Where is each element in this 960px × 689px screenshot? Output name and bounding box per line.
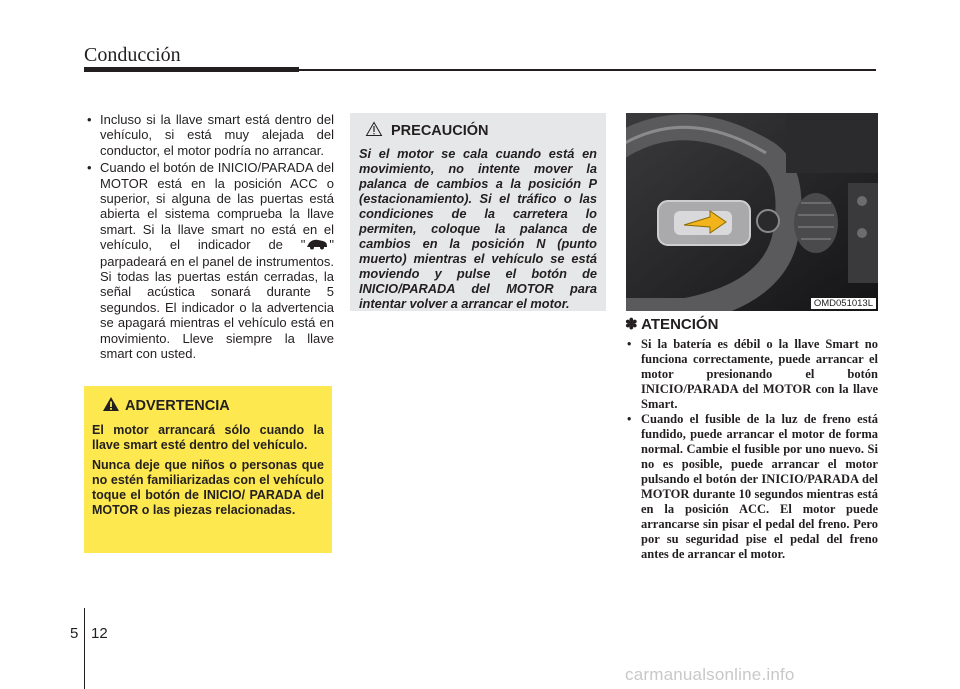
warning-box [84,386,332,553]
warning-paragraph: El motor arrancará sólo cuando la llave smart esté dentro del vehículo. [92,423,324,452]
attention-item: • Cuando el fusible de la luz de freno está fundido, puede arrancar el motor de forma normal. Cambie el fusible por uno nuevo. Si no es posible, puede arrancar el motor pulsando el botón der INICIO/PARADA del MOTOR durante 10 segundos mientras está en la posición ACC. El motor puede arrancarse sin pisar el pedal del freno. Pero por su seguridad pise el pedal del freno antes de arrancar el motor. [625,412,878,562]
section-number: 5 [70,625,79,642]
bullet-item: • Incluso si la llave smart está dentro del vehículo, si está muy alejada del conductor, el motor podría no arrancar. [86,112,334,158]
header-rule-thin [299,69,876,71]
warning-paragraph: Nunca deje que niños o personas que no estén familiarizadas con el vehículo toque el botón de INICIO/ PARADA del MOTOR o las piezas relacionadas. [92,458,324,517]
photo-caption: OMD051013L [811,298,876,309]
steering-wheel-photo [626,113,878,311]
attention-item: • Si la batería es débil o la llave Smart no funciona correctamente, puede arrancar el motor presionando el botón INICIO/PARADA del MOTOR con la llave Smart. [625,337,878,412]
left-column [86,112,334,363]
bullet-item: • Cuando el botón de INICIO/PARADA del MOTOR está en la posición ACC o superior, si alguna de las puertas está abierta el sistema comprueba la llave smart. Si la llave smart no está en el vehículo, el indicador de " " parpadeará en el panel de instrumentos. Si todas las puertas están cerradas, la señal acústica sonará durante 5 segundos. El indicador o la advertencia se apagará mientras el vehículo está en movimiento. Lleve siempre la llave smart con usted. [86,160,334,361]
warning-triangle-icon [102,396,125,416]
footer-vertical-rule [84,608,85,689]
caution-box [350,113,606,311]
section-title: Conducción [84,44,181,66]
dashboard-photo [626,113,878,311]
header-rule-thick [84,67,299,72]
attention-title: ✽ ATENCIÓN [625,316,719,333]
attention-list [625,337,878,562]
watermark: carmanualsonline.info [625,665,795,684]
caution-triangle-icon [365,121,391,141]
warning-title: ADVERTENCIA [102,396,324,416]
caution-title: PRECAUCIÓN [365,121,597,141]
smart-key-car-icon [305,238,329,253]
page-number: 12 [91,625,108,642]
caution-text: Si el motor se cala cuando está en movimiento, no intente mover la palanca de cambios a la posición P (estacionamiento). Si el tráfico o las condiciones de la carretera lo permiten, coloque la palanca de cambios en la posición N (punto muerto) mientras el vehículo se está moviendo y pulse el botón de INICIO/PARADA del MOTOR para intentar volver a arrancar el motor. [359,146,597,311]
